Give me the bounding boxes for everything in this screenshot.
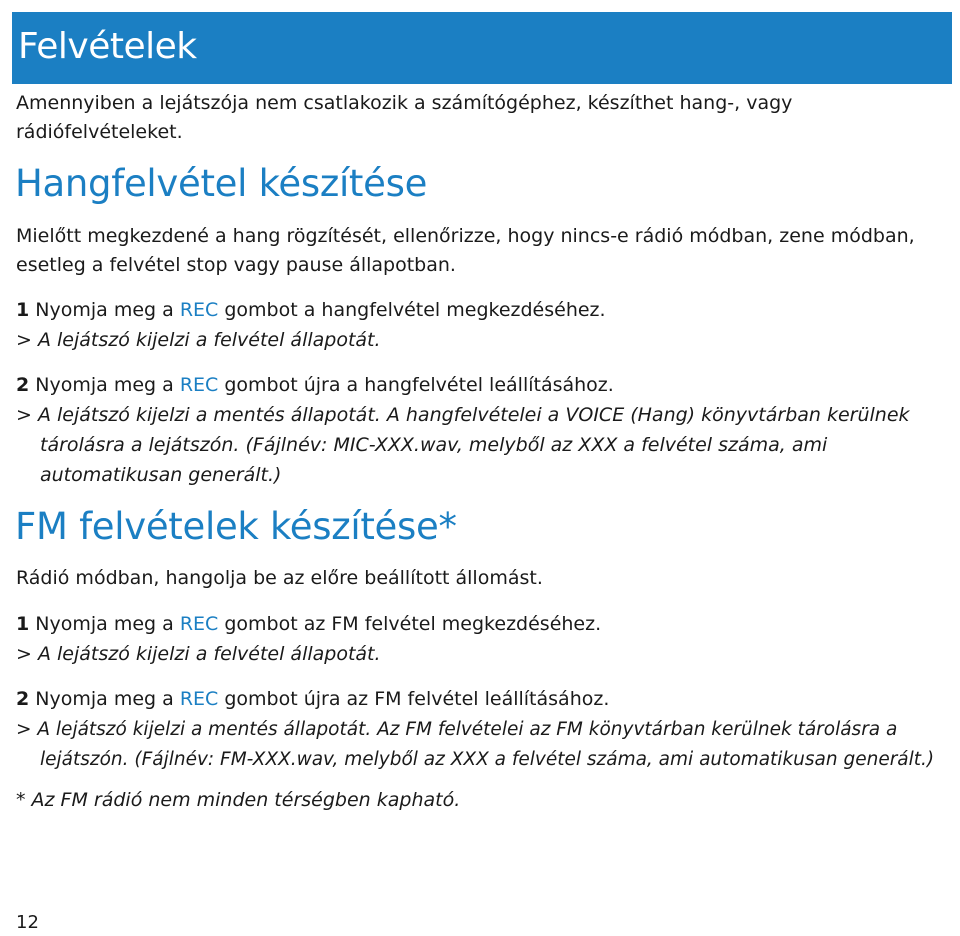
step-number: 2 [16,374,30,396]
step-number: 1 [16,299,30,321]
voice-step-2-result-line-3: automatikusan generált.) [40,464,282,486]
step-text-pre: Nyomja meg a [35,299,174,321]
footnote: * Az FM rádió nem minden térségben kapható. [16,789,461,811]
voice-step-1 [16,295,606,326]
step-text-post: gombot a hangfelvétel megkezdéséhez. [224,299,606,321]
fm-step-2 [16,684,609,715]
fm-step-2-result-line-1: > A lejátszó kijelzi a mentés állapotát. Az FM felvételei az FM könyvtárban kerülnek tárolásra a [16,719,898,740]
header-banner [12,12,952,84]
voice-step-2 [16,370,614,401]
step-number: 1 [16,613,30,635]
fm-step-2-result-line-2: lejátszón. (Fájlnév: FM-XXX.wav, melyből az XXX a felvétel száma, ami automatikusan generált.) [40,749,935,770]
rec-button-label: REC [179,688,219,710]
fm-step-1-result: > A lejátszó kijelzi a felvétel állapotát. [16,643,381,665]
rec-button-label: REC [179,299,219,321]
page-title: Felvételek [18,26,197,67]
step-text-pre: Nyomja meg a [35,613,174,635]
fm-step-1 [16,609,601,640]
page-number: 12 [16,912,39,933]
step-text-pre: Nyomja meg a [35,688,174,710]
voice-desc-line-1: Mielőtt megkezdené a hang rögzítését, ellenőrizze, hogy nincs-e rádió módban, zene módban, [16,225,915,247]
voice-step-2-result-line-1: > A lejátszó kijelzi a mentés állapotát. A hangfelvételei a VOICE (Hang) könyvtárban kerülnek [16,404,910,426]
step-text-post: gombot az FM felvétel megkezdéséhez. [224,613,602,635]
step-text-post: gombot újra a hangfelvétel leállításához. [224,374,614,396]
voice-step-1-result: > A lejátszó kijelzi a felvétel állapotát. [16,329,381,351]
step-text-post: gombot újra az FM felvétel leállításához. [224,688,610,710]
fm-recording-heading: FM felvételek készítése* [15,505,457,548]
voice-step-2-result-line-2: tárolásra a lejátszón. (Fájlnév: MIC-XXX.wav, melyből az XXX a felvétel száma, ami [40,434,828,456]
intro-line-1: Amennyiben a lejátszója nem csatlakozik a számítógéphez, készíthet hang-, vagy [16,92,793,114]
fm-desc: Rádió módban, hangolja be az előre beállított állomást. [16,567,543,589]
voice-recording-heading: Hangfelvétel készítése [15,162,428,205]
intro-line-2: rádiófelvételeket. [16,121,183,143]
step-text-pre: Nyomja meg a [35,374,174,396]
rec-button-label: REC [179,374,219,396]
rec-button-label: REC [179,613,219,635]
step-number: 2 [16,688,30,710]
voice-desc-line-2: esetleg a felvétel stop vagy pause állapotban. [16,254,456,276]
